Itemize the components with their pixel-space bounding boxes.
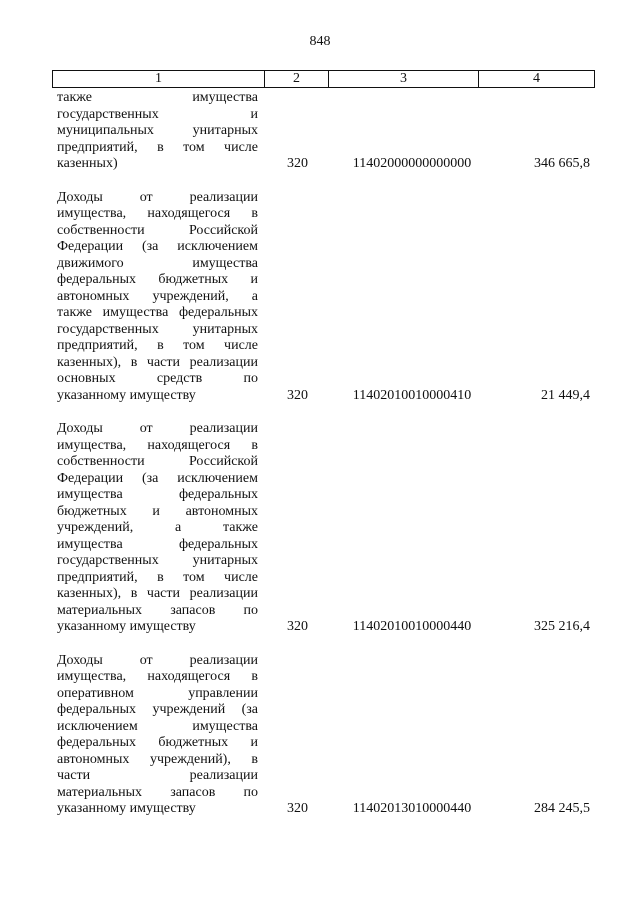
description-line: автономных учреждений, а <box>57 288 258 304</box>
income-description <box>57 90 258 173</box>
description-line: Федерации (за исключением <box>57 239 258 254</box>
admin-code: 320 <box>287 619 308 634</box>
description-line: материальных запасов по <box>57 784 258 800</box>
description-line: собственности Российской <box>57 454 258 469</box>
admin-code: 320 <box>287 801 308 816</box>
description-line: федеральных бюджетных и <box>57 272 258 287</box>
description-line: имущества федеральных <box>57 487 258 502</box>
description-line: имущества, находящегося в <box>57 206 258 221</box>
description-line: указанному имуществу <box>57 619 196 634</box>
column-header-3: 3 <box>329 71 479 87</box>
description-line: казенных), в части реализации <box>57 586 258 601</box>
description-line: Доходы от реализации <box>57 652 258 668</box>
description-line: имущества, находящегося в <box>57 669 258 684</box>
description-line: автономных учреждений), в <box>57 751 258 767</box>
description-line: оперативном управлении <box>57 685 258 701</box>
description-line: государственных унитарных <box>57 321 258 337</box>
table-row <box>57 90 590 173</box>
description-line: Федерации (за исключением <box>57 470 258 486</box>
description-line: государственных унитарных <box>57 553 258 568</box>
description-line: собственности Российской <box>57 222 258 238</box>
description-line: указанному имуществу <box>57 387 196 403</box>
description-line: учреждений, а также <box>57 520 258 535</box>
description-line: предприятий, в том числе <box>57 139 258 155</box>
income-description <box>57 653 258 818</box>
description-line: имущества федеральных <box>57 536 258 552</box>
income-description <box>57 421 258 636</box>
description-line: бюджетных и автономных <box>57 503 258 519</box>
description-line: указанному имуществу <box>57 801 196 816</box>
table-header <box>52 70 595 88</box>
description-line: Доходы от реализации <box>57 421 258 436</box>
budget-classification-code: 11402013010000440 <box>352 801 472 816</box>
column-header-4: 4 <box>533 71 540 86</box>
description-line: казенных), в части реализации <box>57 354 258 370</box>
admin-code: 320 <box>287 156 308 171</box>
description-line: основных средств по <box>57 371 258 386</box>
amount: 346 665,8 <box>534 156 590 171</box>
description-line: казенных) <box>57 156 118 171</box>
table-row <box>57 421 590 636</box>
description-line: муниципальных унитарных <box>57 123 258 138</box>
admin-code: 320 <box>287 387 308 403</box>
table-body <box>57 90 590 818</box>
description-line: движимого имущества <box>57 255 258 271</box>
description-line: части реализации <box>57 768 258 783</box>
description-line: предприятий, в том числе <box>57 569 258 585</box>
income-description <box>57 190 258 405</box>
table-row <box>57 653 590 818</box>
description-line: Доходы от реализации <box>57 189 258 205</box>
budget-classification-code: 11402010010000440 <box>352 619 472 634</box>
budget-classification-code: 11402010010000410 <box>352 387 472 403</box>
page-number: 848 <box>309 34 331 49</box>
description-line: материальных запасов по <box>57 602 258 618</box>
budget-classification-code: 11402000000000000 <box>352 156 472 171</box>
description-line: также имущества федеральных <box>57 305 258 320</box>
column-header-2: 2 <box>265 71 329 87</box>
amount: 325 216,4 <box>534 619 590 634</box>
amount: 284 245,5 <box>534 801 590 816</box>
table-row <box>57 190 590 405</box>
description-line: также имущества <box>57 90 258 105</box>
column-header-1: 1 <box>53 71 265 87</box>
description-line: предприятий, в том числе <box>57 338 258 353</box>
description-line: федеральных учреждений (за <box>57 702 258 717</box>
description-line: исключением имущества <box>57 718 258 734</box>
amount: 21 449,4 <box>541 387 590 403</box>
description-line: государственных и <box>57 106 258 122</box>
description-line: федеральных бюджетных и <box>57 735 258 750</box>
description-line: имущества, находящегося в <box>57 437 258 453</box>
